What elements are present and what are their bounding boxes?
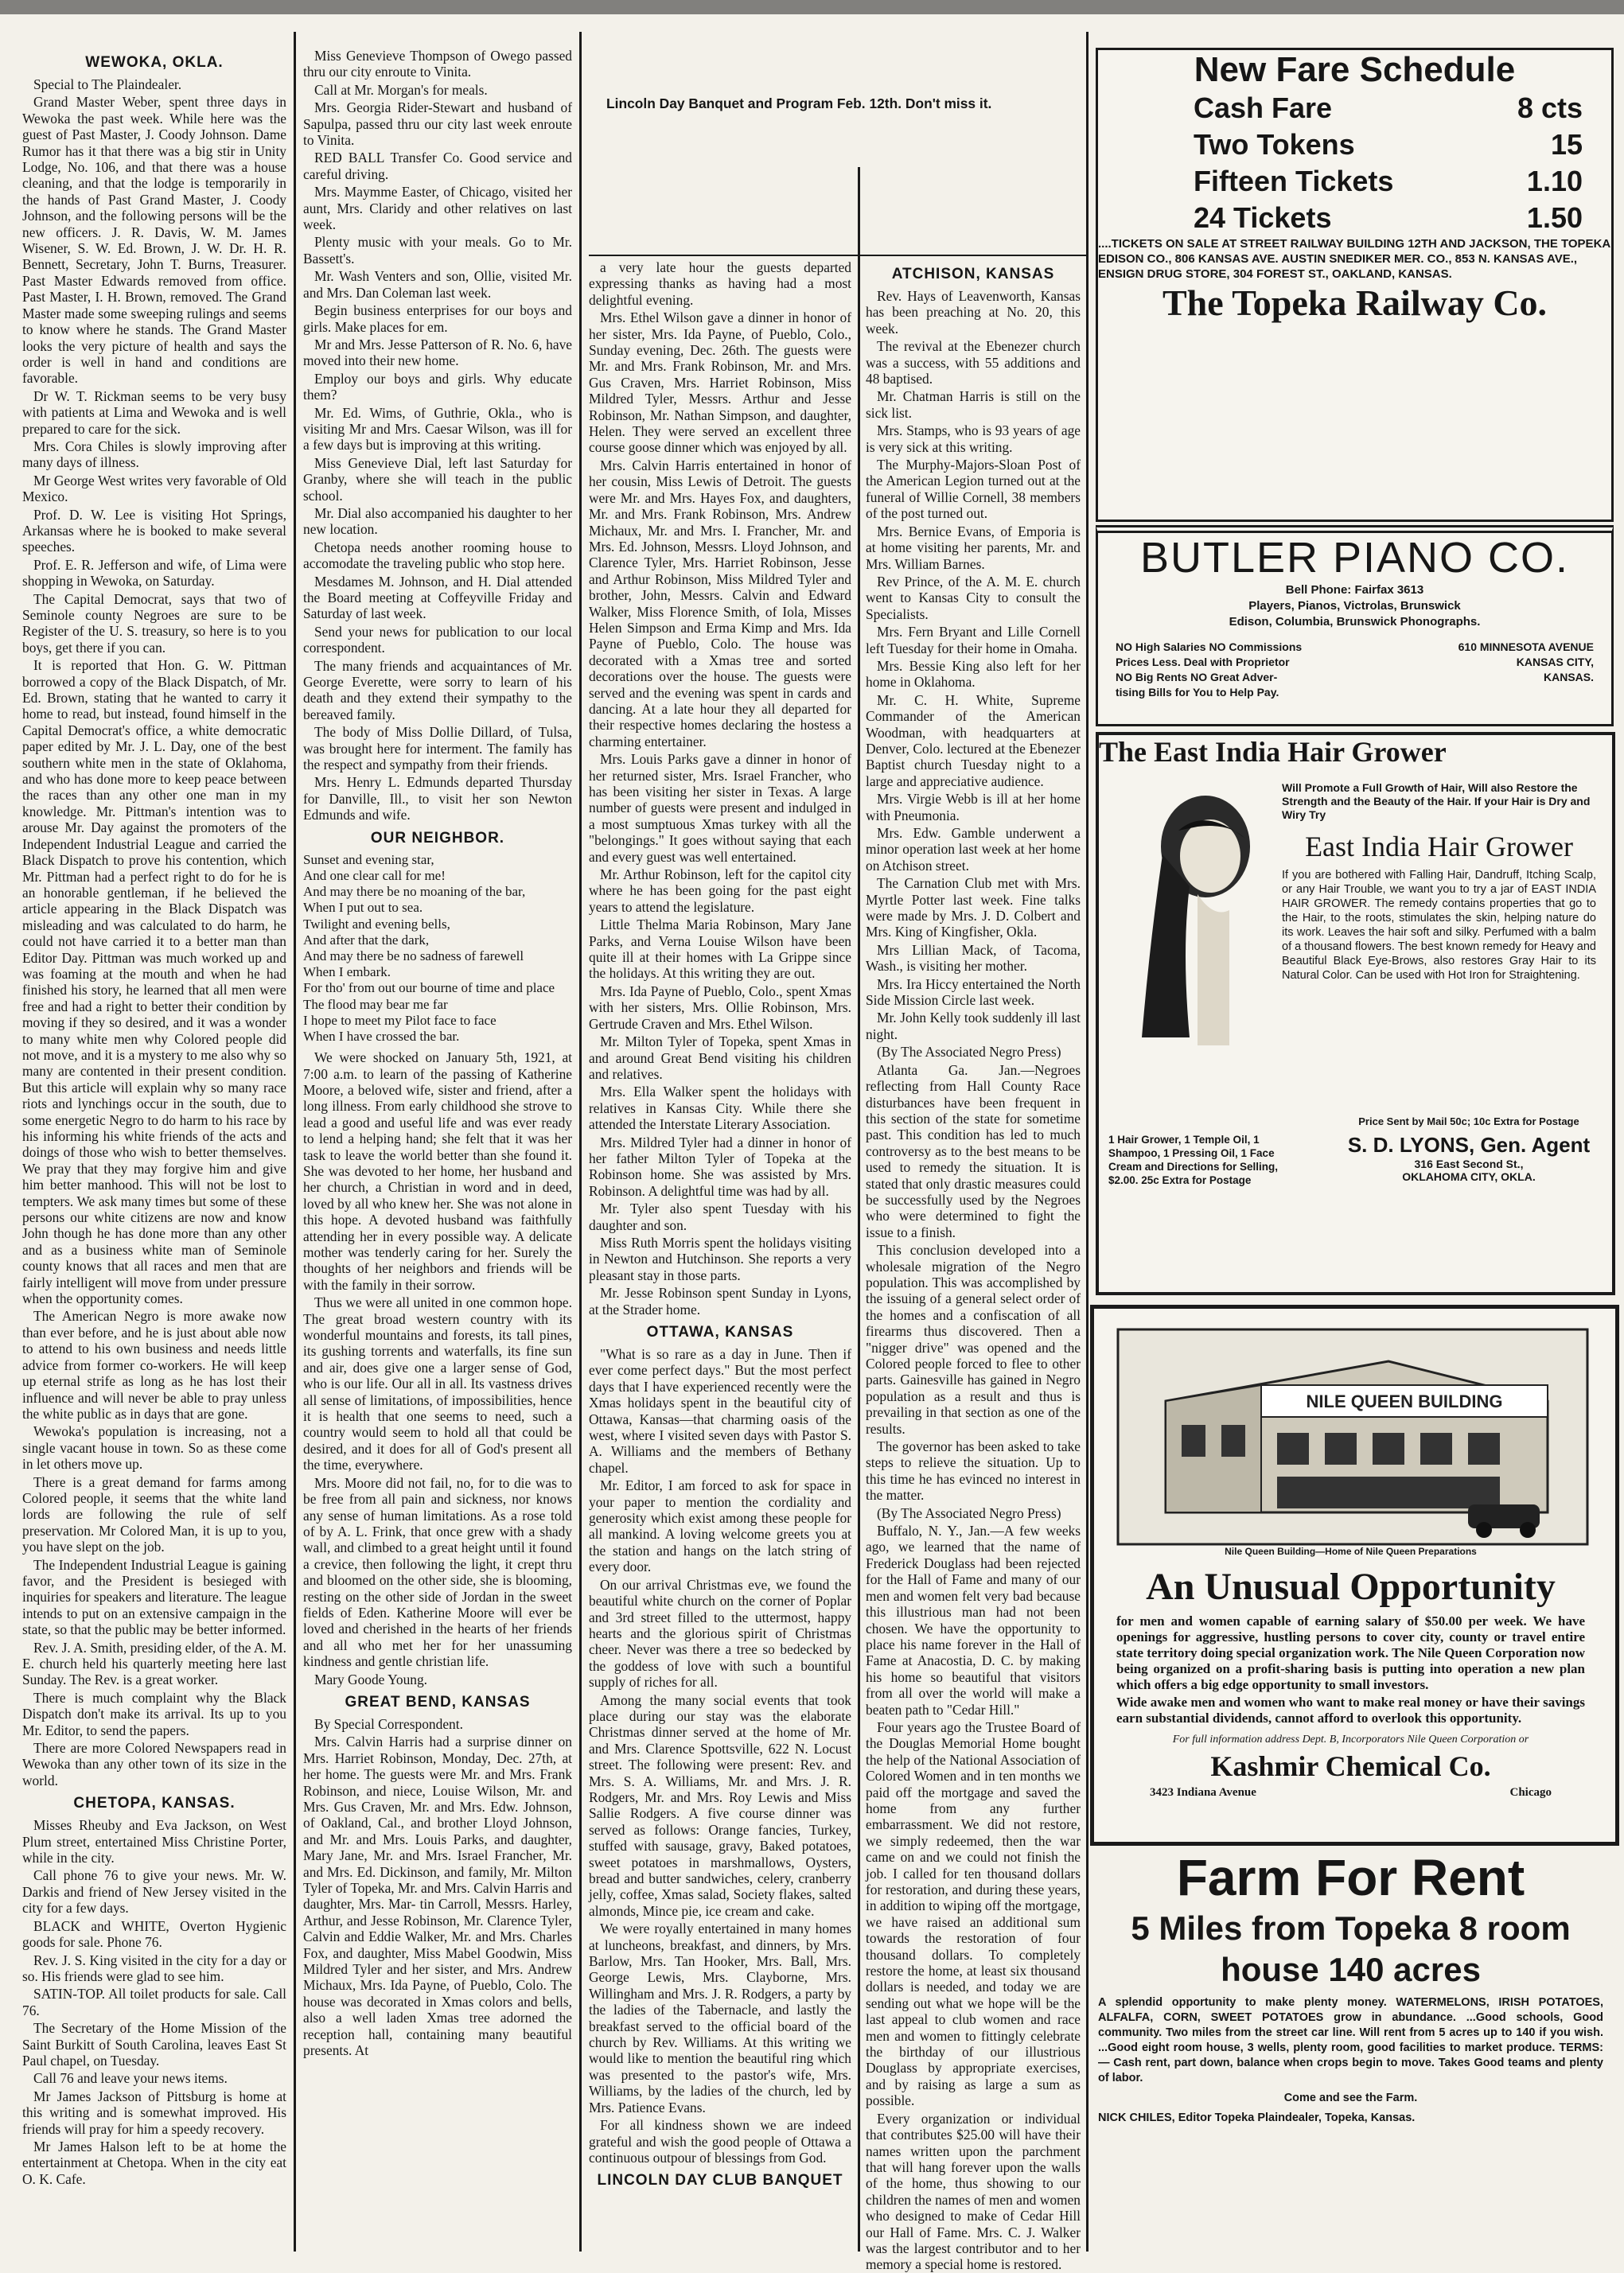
article-paragraph: The American Negro is more awake now than ever before, and he is just about able now to attend to his own business and needs little advice from former co-workers. He will keep up eternal strife as long as he has lost their influence and will never be able to pray unless the white public as in days that are gone. [22,1308,286,1422]
nile-queen-building-illustration [1102,1314,1603,1552]
fare-row [1098,163,1611,200]
article-paragraph: Mrs. Bessie King also left for her home in Oklahoma. [866,657,1081,691]
fare-label: 24 Tickets [1194,201,1332,234]
article-paragraph: Begin business enterprises for our boys and girls. Make places for em. [303,302,572,335]
hair-price: Price Sent by Mail 50c; 10c Extra for Postage [1358,1115,1579,1127]
article-paragraph: We were royally entertained in many homes at luncheons, breakfast, and dinners, by Mrs. Barlow, Mrs. Tan Hooker, Mrs. Ball, Mrs. George Lewis, Mrs. Clayborne, Mrs. Willingham and Mrs. J. R. Rodgers, a party by the ladies of the Tabernacle, and lastly the breakfast served to the official board of the church by Rev. Williams. At this writing we would like to mention the beautiful ring which was presented to the pastor's wife, Mrs. Williams, by the ladies of the church, led by Mrs. Patience Evans. [589,1921,851,2115]
poem-line: When I embark. [303,964,391,980]
article-paragraph: Mr. Jesse Robinson spent Sunday in Lyons, at the Strader home. [589,1285,851,1317]
article-paragraph: Mr. Wash Venters and son, Ollie, visited Mr. and Mrs. Dan Coleman last week. [303,268,572,301]
kashmir-street: 3423 Indiana Avenue [1150,1786,1256,1799]
column-2 [303,48,572,2252]
fare-label: Two Tokens [1194,128,1355,161]
section-heading: CHETOPA, KANSAS. [73,1795,236,1812]
fare-table [1098,90,1611,236]
poem-line: For tho' from out our bourne of time and place [303,980,555,996]
article-paragraph: (By The Associated Negro Press) [877,1044,1061,1061]
section-heading: LINCOLN DAY CLUB BANQUET [597,2172,843,2189]
banquet-headline-box [595,95,1081,223]
article-paragraph: Mr James Halson left to be at home the entertainment at Chetopa. When in the city eat O. K. Cafe. [22,2138,286,2187]
article-paragraph: Thus we were all united in one common hope. The great broad western country with its wonderful mountains and forests, its tall pines, its gushing torrents and waterfalls, its fine sun and air, does give one a larger sense of God, who is our life. Our all in all. Its vastness drives all sense of limitations, of impossibilities, hence it is health that one seems to need, such a country would seem to hold all that could be desired, and it does for all of God's present all the time, everywhere. [303,1294,572,1473]
article-paragraph: Grand Master Weber, spent three days in Wewoka the past week. While here was the guest of Past Master, J. Coody Johnson. Dame Rumor has it that there was a big stir in Unity Lodge, No. 106, and that there was a house cleaning, and that the lodge is temporarily in the hands of Past Grand Master, J. Coody Johnson, and the following persons will be the new officers. J. R. Davis, W. M. James Wisener, S. W. Ed. Brown, J. W. Dr. H. R. Bennett, Secretary, John T. Burns, Treasurer. Past Master Edwards removed from office. Past Master, I. H. Brown, removed. The Grand Master made some sweeping rulings and seems to know where he stands. The Grand Master looks the very picture of health and says the order is well in hand and conditions are favorable. [22,94,286,387]
article-paragraph: Employ our boys and girls. Why educate them? [303,370,572,403]
article-paragraph: Every organization or individual that contributes $25.00 will have their names written upon the parchment that will hang forever upon the walls of the home, thus showing to our children the names of men and women who designed to make of Cedar Hill our Hall of Fame. Mrs. C. J. Walker was the largest contributor and to her memory a special home is restored. [866,2110,1081,2273]
article-paragraph: Mrs. Edw. Gamble underwent a minor operation last week at her home on Atchison street. [866,825,1081,874]
hair-agent: S. D. LYONS, Gen. Agent [1347,1133,1591,1157]
article-paragraph: Mr George West writes very favorable of Old Mexico. [22,472,286,505]
article-paragraph: Mrs. Virgie Webb is ill at her home with Pneumonia. [866,791,1081,823]
article-paragraph: Special to The Plaindealer. [33,76,182,92]
article-paragraph: RED BALL Transfer Co. Good service and careful driving. [303,150,572,182]
nile-caption: Nile Queen Building—Home of Nile Queen Preparations [1225,1546,1477,1557]
article-paragraph: Plenty music with your meals. Go to Mr. Bassett's. [303,234,572,267]
nile-body: for men and women capable of earning salary of $50.00 per week. We have openings for aggressive, hustling persons to cover city, county or travel entire state territory doing special organization work. The Nile Queen Corporation now being organized on a profit-sharing basis is putting into operation a new plan which offers a big edge opportunity to small investors. [1116,1613,1585,1692]
fare-ticket-note: ....TICKETS ON SALE AT STREET RAILWAY BUILDING 12TH AND JACKSON, THE TOPEKA EDISON CO., 806 KANSAS AVE. AUSTIN SNEDIKER MER. CO., 853 N. KANSAS AVE., ENSIGN DRUG STORE, 304 FOREST ST., OAKLAND, KANSAS. [1098,237,1610,281]
fare-title: New Fare Schedule [1194,50,1516,89]
piano-detail-line: NO Big Rents NO Great Adver- [1116,671,1278,683]
farm-for-rent-ad [1090,1847,1611,2245]
nile-info: For full information address Dept. B, Incorporators Nile Queen Corporation or [1172,1734,1529,1746]
poem-line: Twilight and evening bells, [303,916,450,932]
article-paragraph: Chetopa needs another rooming house to accomodate the traveling public who stop here. [303,539,572,572]
article-paragraph: Prof. E. R. Jefferson and wife, of Lima were shopping in Wewoka, on Saturday. [22,556,286,590]
article-paragraph: Mrs. Cora Chiles is slowly improving after many days of illness. [22,438,286,471]
article-paragraph: We were shocked on January 5th, 1921, at 7:00 a.m. to learn of the passing of Katherine Moore, a beloved wife, sister and friend, after a long illness. From early childhood she strove to lead a good and useful life and was ever ready to lend a helping hand; she felt that it was her task to leave the world better than she found it. She was devoted to her home, her husband and her church, a Christian in word and in deed, loved by all who knew her. She was not alone in this hope. A devoted husband was faithfully attending her in every possible way. A delicate mother was tenderly caring for her. Surely the thoughts of her neighbors and friends will be with the family in their sorrow. [303,1049,572,1293]
piano-address [1458,640,1594,700]
piano-detail-line: Prices Less. Deal with Proprietor [1116,656,1290,668]
article-paragraph: Mrs. Henry L. Edmunds departed Thursday for Danville, Ill., to visit her son Newton Edmunds and wife. [303,774,572,823]
banquet-headline: Lincoln Day Banquet and Program Feb. 12th. Don't miss it. [606,95,992,111]
hair-kit-items: 1 Hair Grower, 1 Temple Oil, 1 Shampoo, 1 Pressing Oil, 1 Face Cream and Directions for Selling, $2.00. 25c Extra for Postage [1108,1134,1279,1186]
article-paragraph: Wewoka's population is increasing, not a single vacant house in town. So as these come in let others move up. [22,1423,286,1473]
hair-grower-ad [1096,732,1615,1295]
piano-detail-line: KANSAS. [1543,671,1594,683]
hair-product-name: East India Hair Grower [1305,831,1573,862]
article-paragraph: Four years ago the Trustee Board of the Douglas Memorial Home bought the help of the National Association of Colored Women and in ten months we paid off the mortgage and saved the home from any further embarrassment. We did not restore, we simply redeemed, then the war came on and we could not finish the job. I called for ten thousand dollars for restoration, and during these years, in addition to wiping off the mortgage, we have raised an additional sum towards the restoration of four thousand dollars. To completely restore the home, at least six thousand dollars is needed, and today we are sending out what we hope will be the last appeal to club women and race men and women to fittingly celebrate the birthday of our illustrious Douglass by appropriate exercises, and by raising as large a sum as possible. [866,1718,1081,2109]
article-paragraph: Mrs. Mildred Tyler had a dinner in honor of her father Milton Tyler of Topeka at the Robinson home. She was assisted by Mrs. Robinson. A delightful time was had by all. [589,1134,851,1199]
article-paragraph: Mr. Ed. Wims, of Guthrie, Okla., who is visiting Mr and Mrs. Caesar Wilson, was ill for a few days but is improving at this writing. [303,404,572,453]
article-paragraph: Rev. J. A. Smith, presiding elder, of the A. M. E. church held his quarterly meeting here last Sunday. The Rev. is a great worker. [22,1639,286,1688]
article-paragraph: The Murphy-Majors-Sloan Post of the American Legion turned out at the funeral of Willie Cornell, 38 members of the post turned out. [866,457,1081,522]
article-paragraph: This conclusion developed into a wholesale migration of the Negro population. This was accomplished by the issuing of a general select order of the homes and a confiscation of all firearms thus discovered. Then a "nigger drive" was opened and the Colored people forced to flee to other parts. Gainesville has gained in Negro population as a result and thus is prevailing in that section as one of the results. [866,1242,1081,1437]
article-paragraph: The Independent Industrial League is gaining favor, and the President is besieged with inquiries for speakers and literature. The league intends to put on an extensive campaign in the state, so that the public may be better informed. [22,1556,286,1638]
fare-row [1098,126,1611,163]
article-paragraph: Mrs. Stamps, who is 93 years of age is very sick at this writing. [866,422,1081,455]
fare-price: 15 [1550,128,1583,161]
article-paragraph: There is a great demand for farms among Colored people, it seems that the white land lords are following the rule of self preservation. Mr Colored Man, it is up to you, you have slept on the job. [22,1473,286,1555]
section-heading: ATCHISON, KANSAS [891,266,1055,282]
article-paragraph: Mr. Tyler also spent Tuesday with his daughter and son. [589,1201,851,1233]
piano-details [1116,640,1594,700]
column-rule [579,32,582,2252]
column-rule [1086,32,1089,2252]
article-paragraph: Among the many social events that took place during our stay was the elaborate Christmas dinner served at the home of Mr. and Mrs. Clarence Spottsville, 622 N. Locust street. The following were present: Rev. and Mrs. S. A. Williams, Mr. and Mrs. J. R. Rodgers, Mr. and Mrs. Roy Lewis and Miss Sallie Rodgers. A five course dinner was served as follows: Orange fancies, Turkey, stuffed with sausage, gravy, Baked potatoes, sweet potatoes in marshmallows, Oysters, bread and butter sandwiches, celery, cranberry jelly, coffee, Xmas salad, Society flakes, salted almonds, Mince pie, ice cream and cake. [589,1691,851,1919]
article-paragraph: Mrs Lillian Mack, of Tacoma, Wash., is visiting her mother. [866,941,1081,975]
hair-ad-copy [1282,781,1596,983]
article-paragraph: Miss Genevieve Thompson of Owego passed thru our city enroute to Vinita. [303,48,572,80]
poem-line: When I put out to sea. [303,900,423,916]
article-paragraph: Rev Prince, of the A. M. E. church went to Kansas City to consult the Specialists. [866,573,1081,622]
article-paragraph: Mrs. Calvin Harris entertained in honor of her cousin, Miss Lewis of Detroit. The guests were Mr. and Mrs. Hayes Fox, and daughters, Mr. and Mrs. Frank Robinson, Mrs. Andrew Michaux, Mr. and Mrs. I. Francher, Mr. and Mrs. Ed. Johnson, Messrs. Lloyd Johnson, and Clarence Tyler, Mrs. Harriet Robinson, Jesse and Arthur Robinson, Miss Mildred Tyler and brother, John, Messrs. Calvin and Edward Walker, Miss Florence Smith, of Iola, Misses Helen Simpson and Erma Kimp and Mrs. Ida Payne of Pueblo, Colo. The house was decorated with a Xmas tree and sorted decorations over the house. The guests were served and the evening was spent in cards and dancing. At a late hour they all departed for their respective homes declaring the hostess a charming entertainer. [589,457,851,749]
article-paragraph: Call phone 76 to give your news. Mr. W. Darkis and friend of New Jersey visited in the city for a few days. [22,1867,286,1917]
piano-title: BUTLER PIANO CO. [1139,534,1570,582]
fare-label: Cash Fare [1194,91,1333,124]
article-paragraph: By Special Correspondent. [314,1715,463,1732]
article-paragraph: The Capital Democrat, says that two of Seminole county Negroes are sure to be Register of the U. S. treasury, so here is to you boys, get there if you can. [22,590,286,656]
article-paragraph: Mrs. Ida Payne of Pueblo, Colo., spent Xmas with her sisters, Mrs. Ollie Robinson, Mrs. Gertrude Craven and Mrs. Ethel Wilson. [589,983,851,1032]
nile-building-sign: NILE QUEEN BUILDING [1306,1391,1503,1411]
section-heading: WEWOKA, OKLA. [85,54,224,71]
article-paragraph: Mrs. Louis Parks gave a dinner in honor of her returned sister, Mrs. Israel Francher, who has been visiting her sister in Texas. A large number of guests were present and indulged in a most sumptuous Xmas turkey with all the "belongings." It goes without saying that each and every guest was well entertained. [589,751,851,865]
hair-title: The East India Hair Grower [1099,736,1447,768]
article-paragraph: Dr W. T. Rickman seems to be very busy with patients at Lima and Wewoka and is well prepared to care for the sick. [22,387,286,437]
article-paragraph: Mr. Milton Tyler of Topeka, spent Xmas in and around Great Bend visiting his children and relatives. [589,1033,851,1082]
hair-agent-block [1338,1133,1600,1183]
piano-phone: Bell Phone: Fairfax 3613 [1285,583,1424,597]
nile-queen-ad [1090,1305,1619,1846]
hair-address-2: OKLAHOMA CITY, OKLA. [1402,1170,1536,1183]
signature: Mary Goode Young. [314,1671,428,1687]
article-paragraph: Rev. J. S. King visited in the city for a day or so. His friends were glad to see him. [22,1952,286,1984]
poem [303,852,572,1045]
fare-schedule-ad [1096,48,1614,522]
article-paragraph: Mr. Chatman Harris is still on the sick list. [866,388,1081,421]
article-paragraph: Mrs. Moore did not fail, no, for to die was to be free from all pain and sickness, nor knows any sense of human limitations. As a rose told of by A. L. Frink, that once grew with a shady wall, and climbed to a great height until it found a crevice, then following the light, it crept thru and bloomed on the other side, she is blooming, resting on the other side of Jordan in the sweet fields of Eden. Katherine Moore will ever be loved and cherished in the hearts of her friends and all who met her for her unassuming kindness and gentle christian life. [303,1474,572,1670]
article-paragraph: Mrs. Ella Walker spent the holidays with relatives in Kansas City. While there she attended the Interstate Literary Association. [589,1084,851,1133]
article-paragraph: It is reported that Hon. G. W. Pittman borrowed a copy of the Black Dispatch, of Mr. Ed. Brown, stating that he wanted to carry it home to read, but instead, found himself in the Capital Democrat's office, a white democratic paper edited by Mr. J. L. Day, one of the best southern white men in the state of Oklahoma, and who has done more to keep peace between the races than any other one man in my knowledge. Mr. Pittman's intention was to arouse Mr. Day against the promoters of the Independent Industrial League and carried the Black Dispatch to prove his contention, which Mr. Pittman had a perfect right to do for he is an honorable gentleman, if he believed the article appearing in the Black Dispatch was misleading and was calculated to do harm, he could not have carried it to a better man than Editor Day. Pittman was much worked up and was foaming at the mouth and when he had finished his story, he learned that all men were free and had a right to better their condition by moving if they so desired, and it was a wonder to many white men why Colored people did not move, and it is a mystery to me also why so many are contented in their present condition. But this article will explain why so many race riots and lynchings occur in the south, due to some energetic Negro to do harm to his race by his informing his white friends of the acts and doings of those who wish to better themselves. We pray that they may forgive him and give him better manhood. This will not be lost to tempters. We ask many times but some of these persons our white citizens are now and know John though he has done more than any other and as a business white man of Seminole county knows that all races and men that are fairly intelligent will move from under pressure when the opportunity comes. [22,657,286,1307]
kashmir-address [1150,1786,1552,1800]
fare-price: 1.10 [1526,165,1583,197]
fare-label: Fifteen Tickets [1194,165,1394,197]
kashmir-company: Kashmir Chemical Co. [1210,1750,1491,1782]
article-paragraph: The many friends and acquaintances of Mr. George Everette, were sorry to learn of his death and they extend their sympathy to the bereaved family. [303,657,572,722]
article-paragraph: Buffalo, N. Y., Jan.—A few weeks ago, we learned that the name of Frederick Douglass had been rejected for the Hall of Fame and many of our men and women felt very bad because this illustrious man had not been chosen. We have the opportunity to place his name forever in the Hall of Fame at Anacostia, D. C. by making his home so beautiful that visitors from all over the world will make a beaten path to "Cedar Hill." [866,1523,1081,1718]
article-paragraph: Mr. Editor, I am forced to ask for space in your paper to mention the cordiality and generosity which exist among these people for all mankind. A loving welcome greets you at the station and hangs on the latch string of every door. [589,1477,851,1575]
poem-line: The flood may bear me far [303,996,448,1012]
farm-title: Farm For Rent [1176,1849,1525,1906]
article-paragraph: There are more Colored Newspapers read in Wewoka than any other town of its size in the world. [22,1740,286,1788]
article-paragraph: Mrs. Fern Bryant and Lille Cornell left Tuesday for their home in Omaha. [866,624,1081,656]
poem-line: And may there be no sadness of farewell [303,948,524,963]
farm-editor: NICK CHILES, Editor Topeka Plaindealer, Topeka, Kansas. [1098,2111,1416,2124]
article-paragraph: Mr. Arthur Robinson, left for the capitol city where he has been going for the past eight years to attend the legislature. [589,866,851,915]
section-heading: OUR NEIGHBOR. [370,829,505,847]
article-paragraph: For all kindness shown we are indeed grateful and wish the good people of Ottawa a continuous outpour of blessings from God. [589,2117,851,2166]
article-paragraph: Mrs. Georgia Rider-Stewart and husband of Sapulpa, passed thru our city last week enroute to Vinita. [303,99,572,149]
article-paragraph: (By The Associated Negro Press) [877,1504,1061,1521]
article-paragraph: Mrs. Ira Hiccy entertained the North Side Mission Circle last week. [866,975,1081,1009]
article-paragraph: Send your news for publication to our local correspondent. [303,623,572,656]
farm-body: A splendid opportunity to make plenty money. WATERMELONS, IRISH POTATOES, ALFALFA, CORN, SWEET POTATOES grow in abundance. ...Good schools, Good community. Two miles from the street car line. Will rent from 5 acres up to 140 if you wish. ...Good eight room house, 3 wells, plenty room, good facilities to market produce. TERMS:— Cash rent, part down, balance when crops begin to move. Takes Good teams and plenty of labor. [1098,1996,1603,2084]
article-paragraph: "What is so rare as a day in June. Then if ever come perfect days." But the most perfect days that I have experienced recently were the Xmas holidays spent in the beautiful city of Ottawa, Kansas—that charming oasis of the west, where I visited seven days with Pastor S. A. Williams and the members of Bethany chapel. [589,1346,851,1476]
poem-line: Sunset and evening star, [303,851,434,867]
article-paragraph: Call 76 and leave your news items. [33,2070,228,2087]
page-top-edge [0,0,1624,14]
piano-left-list [1116,640,1302,700]
article-paragraph: Mr. Dial also accompanied his daughter to her new location. [303,504,572,538]
nile-title: An Unusual Opportunity [1146,1566,1556,1608]
article-paragraph: Mrs. Ethel Wilson gave a dinner in honor of her sister, Mrs. Ida Payne, of Pueblo, Colo., Sunday evening, Dec. 26th. The guests were Mr. and Mrs. Frank Robinson, Mr. and Mrs. Gus Craven, Mrs. Harriet Robinson, Miss Mildred Tyler, Messrs. Arthur and Jesse Robinson, Mr. Nathan Simpson, and daughter, Helen. They were served an excellent three course goose dinner which was enjoyed by all. [589,309,851,456]
article-paragraph: Mesdames M. Johnson, and H. Dial attended the Board meeting at Coffeyville Friday and Saturday of last week. [303,573,572,622]
kashmir-city: Chicago [1509,1786,1552,1799]
article-paragraph: Mrs. Maymme Easter, of Chicago, visited her aunt, Mrs. Claridy and other relatives on last week. [303,184,572,233]
article-paragraph: The Secretary of the Home Mission of the Saint Burkitt of South Carolina, leaves East St Paul chapel, on Tuesday. [22,2020,286,2069]
fare-row [1098,90,1611,126]
column-3 [589,259,851,2248]
nile-copy [1094,1565,1607,1800]
poem-line: When I have crossed the bar. [303,1028,460,1044]
article-paragraph: The governor has been asked to take steps to relieve the situation. Up to this time he has evinced no interest in the matter. [866,1438,1081,1504]
article-paragraph: Misses Rheuby and Eva Jackson, on West Plum street, entertained Miss Christine Porter, while in the city. [22,1817,286,1866]
piano-detail-line: NO High Salaries NO Commissions [1116,640,1303,653]
piano-line-2: Edison, Columbia, Brunswick Phonographs. [1229,615,1481,629]
farm-come: Come and see the Farm. [1283,2092,1418,2104]
section-heading: OTTAWA, KANSAS [646,1324,794,1341]
article-paragraph: Prof. D. W. Lee is visiting Hot Springs, Arkansas where he is booked to make several speeches. [22,506,286,555]
column-rule [858,167,860,2252]
article-paragraph: Rev. Hays of Leavenworth, Kansas has been preaching at No. 20, this week. [866,288,1081,337]
woman-portrait-illustration [1110,783,1277,1045]
article-paragraph: Miss Genevieve Dial, left last Saturday for Granby, where she will teach in the public school. [303,454,572,504]
article-paragraph: Mr and Mrs. Jesse Patterson of R. No. 6, have moved into their new home. [303,336,572,369]
article-paragraph: Mr James Jackson of Pittsburg is home at this writing and is somewhat improved. His friends will pray for him a speedy recovery. [22,2088,286,2137]
piano-detail-line: KANSAS CITY, [1516,656,1594,668]
hair-address-1: 316 East Second St., [1414,1158,1524,1170]
column-rule [294,32,296,2252]
poem-line: And may there be no moaning of the bar, [303,884,526,900]
article-paragraph: Miss Ruth Morris spent the holidays visiting in Newton and Hutchinson. She reports a very pleasant stay in those parts. [589,1234,851,1283]
hair-body: If you are bothered with Falling Hair, Dandruff, Itching Scalp, or any Hair Trouble, we want you to try a jar of EAST INDIA HAIR GROWER. The remedy contains properties that go to the Hair, to the roots, stimulates the skin, helping nature do its work. Leaves the hair soft and silky. Perfumed with a balm of a thousand flowers. The best known remedy for Heavy and Beautiful Black Eye-Brows, also restores Gray Hair to its Natural Color. Can be used with Hot Iron for Straightening. [1282,869,1596,982]
article-paragraph: The body of Miss Dollie Dillard, of Tulsa, was brought here for interment. The family has the respect and sympathy from their friends. [303,724,572,773]
article-paragraph: BLACK and WHITE, Overton Hygienic goods for sale. Phone 76. [22,1917,286,1951]
butler-piano-ad [1096,525,1614,726]
article-paragraph: Call at Mr. Morgan's for meals. [314,81,488,98]
article-paragraph: On our arrival Christmas eve, we found the beautiful white church on the corner of Poplar and 3rd street filled to the uttermost, happy hearts and the glorious spirit of Christmas cheer. Never was there a tree so bedecked by the goddess of love with such a bountiful supply of riches for all. [589,1576,851,1691]
piano-detail-line: tising Bills for You to Help Pay. [1116,686,1279,699]
article-paragraph: Mrs. Bernice Evans, of Emporia is at home visiting her parents, Mr. and Mrs. William Barnes. [866,523,1081,572]
article-paragraph: Mr. John Kelly took suddenly ill last night. [866,1010,1081,1042]
fare-price: 8 cts [1517,91,1583,124]
fare-price: 1.50 [1526,201,1583,234]
poem-line: And one clear call for me! [303,867,446,883]
headline-rule [589,255,1086,256]
article-paragraph: a very late hour the guests departed expressing thanks as having had a most delightful evening. [589,259,851,308]
article-paragraph: Atlanta Ga. Jan.—Negroes reflecting from Hall County Race disturbances have been frequent in this section of the state for sometime past. This condition has led to much controversy as to the best means to be used to remedy the situation. It is stated that only drastic measures could be successfully used by the Negroes who were determined to fight the issue to a finish. [866,1061,1081,1240]
column-4 [866,259,1081,2273]
poem-line: And after that the dark, [303,932,430,948]
article-paragraph: Mr. C. H. White, Supreme Commander of the American Woodman, with headquarters at Denver, Colo. lectured at the Ebenezer Baptist church Tuesday night to a large and appreciative audience. [866,691,1081,789]
nile-body-2: Wide awake men and women who want to make real money or have their savings earn substantial dividends, cannot afford to overlook this opportunity. [1116,1695,1585,1726]
article-paragraph: The revival at the Ebenezer church was a success, with 55 additions and 48 baptised. [866,338,1081,387]
farm-subtitle-2: house 140 acres [1221,1951,1481,1988]
hair-tagline: Will Promote a Full Growth of Hair, Will also Restore the Strength and the Beauty of the Hair. If your Hair is Dry and Wiry Try [1282,781,1591,821]
article-paragraph: The Carnation Club met with Mrs. Myrtle Potter last week. Fine talks were made by Mrs. J. D. Colbert and Mrs. King of Kingfisher, Okla. [866,875,1081,940]
farm-subtitle-1: 5 Miles from Topeka 8 room [1131,1909,1571,1947]
article-paragraph: There is much complaint why the Black Dispatch don't make its arrival. Its up to you Mr. Editor, to send the papers. [22,1689,286,1738]
fare-row [1098,200,1611,236]
article-paragraph: Little Thelma Maria Robinson, Mary Jane Parks, and Verna Louise Wilson have been quite ill at their homes with La Grippe since the holidays. At this writing they are out. [589,917,851,982]
piano-line-1: Players, Pianos, Victrolas, Brunswick [1248,599,1461,613]
article-paragraph: SATIN-TOP. All toilet products for sale. Call 76. [22,1986,286,2018]
column-1 [22,48,286,2252]
fare-company: The Topeka Railway Co. [1162,282,1548,323]
poem-line: I hope to meet my Pilot face to face [303,1012,497,1028]
piano-detail-line: 610 MINNESOTA AVENUE [1458,640,1594,653]
article-paragraph: Mrs. Calvin Harris had a surprise dinner on Mrs. Harriet Robinson, Monday, Dec. 27th, at her home. The guests were Mr. and Mrs. Frank Robinson, and niece, Louise Wilson, Mr. and Mrs. Gus Craven, Mr. and Mrs. Edw. Johnson, of Oakland, Cal., and brother Lloyd Johnson, and Mr. and Mrs. Louis Parks, and daughter, Mary Jane, Mr. and Mrs. Israel Francher, Mr. and Mrs. Ed. Dickinson, and family, Mr. Milton Tyler of Topeka, Mr. and Mrs. Calvin Harris and daughter, Mrs. Mar- tin Carroll, Messrs. Harley, Arthur, and Jesse Robinson, Mr. Clarence Tyler, Calvin and Eddie Walker, Mr. and Mrs. Charles Fox, and daughter, Miss Mabel Goodwin, Miss Mildred Tyler and her sister, and Mrs. Andrew Michaux, Mrs. Ida Payne, of Pueblo, Colo. The house was decorated in Xmas colors and bells, also a well laden Xmas tree adorned the reception hall, containing many beautiful presents. At [303,1734,572,2059]
section-heading: GREAT BEND, KANSAS [345,1693,531,1711]
